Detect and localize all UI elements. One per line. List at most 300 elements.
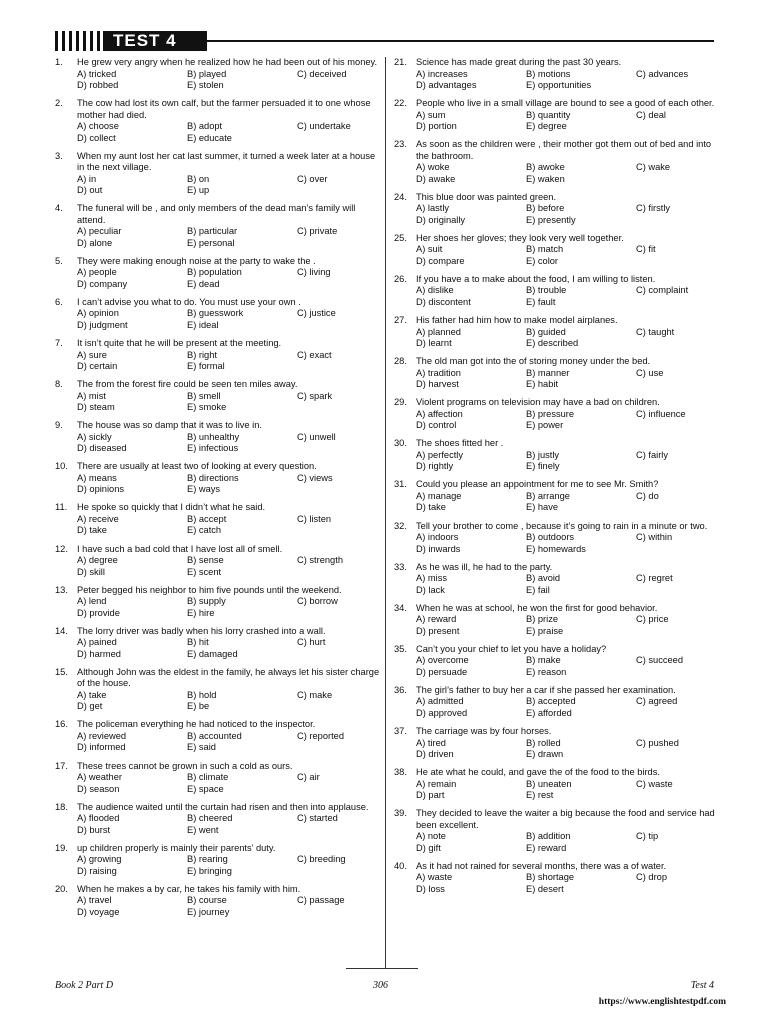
answer-options: [416, 285, 720, 308]
answer-option[interactable]: B) manner: [526, 367, 570, 378]
answer-option[interactable]: D) take: [416, 502, 446, 513]
answer-options: [416, 69, 720, 92]
question-number: 19.: [55, 842, 68, 853]
answer-option[interactable]: A) means: [77, 472, 117, 483]
answer-option[interactable]: C) air: [297, 772, 320, 782]
question-text: The from the forest fire could be seen ten miles away.: [77, 379, 298, 390]
question-item: [394, 192, 720, 227]
questions-column-right: [394, 57, 720, 902]
answer-option[interactable]: C) waste: [636, 778, 673, 789]
answer-option[interactable]: B) cheered: [187, 813, 233, 824]
answer-option[interactable]: B) supply: [187, 596, 226, 607]
question-text: If you have a to make about the food, I am willing to listen.: [416, 273, 656, 284]
answer-options: [77, 514, 381, 537]
answer-option[interactable]: B) pressure: [526, 408, 575, 419]
question-number: 17.: [55, 760, 68, 771]
answer-option[interactable]: C) firstly: [636, 203, 671, 214]
answer-option[interactable]: E) said: [187, 742, 216, 753]
answer-option[interactable]: A) increases: [416, 68, 468, 79]
answer-option[interactable]: E) personal: [187, 237, 235, 248]
answer-option[interactable]: A) miss: [416, 573, 447, 584]
answer-option[interactable]: D) approved: [416, 707, 468, 718]
answer-option[interactable]: B) awoke: [526, 162, 565, 173]
answer-option[interactable]: E) ideal: [187, 319, 219, 330]
question-text: This blue door was painted green.: [416, 191, 557, 202]
answer-option[interactable]: B) on: [187, 173, 210, 184]
answer-option[interactable]: A) tired: [416, 737, 446, 748]
answer-option[interactable]: C) justice: [297, 308, 336, 319]
answer-option[interactable]: D) season: [77, 783, 120, 794]
question-item: [394, 685, 720, 720]
answer-option[interactable]: A) tricked: [77, 68, 117, 79]
question-number: 27.: [394, 315, 407, 326]
answer-option[interactable]: A) travel: [77, 895, 112, 906]
answer-option[interactable]: B) match: [526, 244, 564, 255]
answer-option[interactable]: E) power: [526, 420, 564, 431]
answer-option[interactable]: B) uneaten: [526, 778, 572, 789]
answer-option[interactable]: D) awake: [416, 173, 456, 184]
question-item: [55, 338, 381, 373]
question-number: 9.: [55, 420, 63, 431]
question-item: [394, 233, 720, 268]
answer-option[interactable]: C) strength: [297, 555, 343, 566]
question-item: [394, 57, 720, 92]
answer-option[interactable]: D) compare: [416, 255, 465, 266]
answer-option[interactable]: D) loss: [416, 883, 445, 894]
answer-options: [77, 555, 381, 578]
answer-options: [77, 731, 381, 754]
question-item: [394, 479, 720, 514]
question-item: [394, 861, 720, 896]
answer-option[interactable]: B) guided: [526, 326, 566, 337]
answer-options: [77, 350, 381, 373]
answer-option[interactable]: A) tradition: [416, 367, 461, 378]
answer-option[interactable]: B) climate: [187, 772, 229, 782]
answer-option[interactable]: A) admitted: [416, 696, 464, 707]
answer-option[interactable]: A) weather: [77, 772, 122, 782]
question-number: 22.: [394, 98, 407, 109]
answer-option[interactable]: B) outdoors: [526, 532, 575, 543]
question-item: [55, 502, 381, 537]
answer-option[interactable]: C) advances: [636, 68, 689, 79]
answer-option[interactable]: D) advantages: [416, 80, 477, 90]
question-number: 2.: [55, 98, 63, 109]
answer-option[interactable]: B) avoid: [526, 573, 561, 584]
question-item: [55, 843, 381, 878]
answer-option[interactable]: C) passage: [297, 895, 345, 906]
question-item: [394, 726, 720, 761]
answer-option[interactable]: A) growing: [77, 854, 122, 865]
answer-option[interactable]: D) opinions: [77, 484, 125, 495]
answer-option[interactable]: C) succeed: [636, 655, 684, 666]
question-number: 23.: [394, 139, 407, 150]
site-url[interactable]: https://www.englishtestpdf.com: [598, 997, 726, 1007]
answer-option[interactable]: A) lastly: [416, 203, 450, 214]
question-text: The carriage was by four horses.: [416, 726, 552, 736]
question-text: These trees cannot be grown in such a cold as ours.: [77, 760, 293, 771]
answer-option[interactable]: A) note: [416, 831, 446, 842]
answer-option[interactable]: A) pained: [77, 637, 117, 648]
question-number: 32.: [394, 520, 407, 531]
question-item: [55, 719, 381, 754]
answer-options: [416, 831, 720, 854]
question-text: It isn’t quite that he will be present at the meeting.: [77, 338, 282, 349]
answer-option[interactable]: B) smell: [187, 390, 221, 401]
question-text: As it had not rained for several months, there was a of water.: [416, 860, 667, 871]
answer-option[interactable]: E) homewards: [526, 543, 586, 554]
question-item: [55, 98, 381, 144]
answer-option[interactable]: B) right: [187, 349, 217, 360]
question-text: As soon as the children were , their mother got them out of bed and into the bathroom.: [416, 139, 712, 161]
question-item: [55, 626, 381, 661]
answer-option[interactable]: B) before: [526, 203, 565, 214]
answer-option[interactable]: C) price: [636, 614, 669, 625]
answer-option[interactable]: E) up: [187, 185, 210, 196]
answer-option[interactable]: E) finely: [526, 461, 560, 472]
answer-option[interactable]: C) agreed: [636, 696, 678, 707]
header-rule: [207, 40, 714, 42]
answer-option[interactable]: C) spark: [297, 390, 333, 401]
footer-book-label: Book 2 Part D: [55, 980, 114, 991]
question-item: [55, 203, 381, 249]
answer-option[interactable]: A) in: [77, 173, 97, 184]
answer-option[interactable]: D) provide: [77, 607, 120, 618]
answer-option[interactable]: E) presently: [526, 214, 576, 225]
question-number: 8.: [55, 379, 63, 390]
answer-option[interactable]: D) discontent: [416, 296, 471, 307]
answer-option[interactable]: D) present: [416, 625, 460, 636]
answer-option[interactable]: C) unwell: [297, 431, 336, 442]
answer-options: [77, 174, 381, 197]
question-number: 6.: [55, 296, 63, 307]
answer-options: [416, 162, 720, 185]
answer-option[interactable]: C) borrow: [297, 596, 338, 607]
answer-option[interactable]: B) make: [526, 655, 561, 666]
answer-option[interactable]: A) suit: [416, 244, 443, 255]
answer-option[interactable]: C) exact: [297, 349, 332, 360]
answer-option[interactable]: B) motions: [526, 68, 571, 79]
question-text: The funeral will be , and only members of the dead man’s family will attend.: [77, 203, 356, 225]
answer-option[interactable]: C) drop: [636, 872, 668, 883]
answer-option[interactable]: B) hit: [187, 637, 209, 648]
answer-options: [416, 532, 720, 555]
answer-option[interactable]: B) shortage: [526, 872, 575, 883]
answer-option[interactable]: D) raising: [77, 865, 117, 876]
answer-option[interactable]: C) reported: [297, 730, 345, 741]
answer-option[interactable]: C) wake: [636, 162, 671, 173]
answer-option[interactable]: B) course: [187, 895, 227, 906]
answer-option[interactable]: A) peculiar: [77, 226, 122, 237]
question-item: [394, 562, 720, 597]
question-text: When he makes a by car, he takes his family with him.: [77, 883, 301, 894]
answer-option[interactable]: B) unhealthy: [187, 431, 240, 442]
answer-option[interactable]: A) waste: [416, 872, 453, 883]
answer-options: [416, 573, 720, 596]
answer-option[interactable]: E) praise: [526, 625, 564, 636]
question-number: 30.: [394, 438, 407, 449]
answer-option[interactable]: A) choose: [77, 121, 119, 132]
answer-options: [77, 267, 381, 290]
answer-option[interactable]: A) indoors: [416, 532, 459, 543]
question-number: 1.: [55, 57, 63, 67]
question-number: 24.: [394, 191, 407, 202]
answer-option[interactable]: D) control: [416, 420, 457, 431]
question-text: I can’t advise you what to do. You must use your own .: [77, 296, 301, 307]
answer-option[interactable]: E) space: [187, 783, 224, 794]
answer-option[interactable]: E) reason: [526, 666, 567, 677]
answer-option[interactable]: E) catch: [187, 525, 222, 536]
answer-options: [77, 690, 381, 713]
answer-option[interactable]: E) hire: [187, 607, 215, 618]
answer-option[interactable]: D) originally: [416, 214, 466, 225]
question-number: 26.: [394, 273, 407, 284]
answer-option[interactable]: D) gift: [416, 842, 441, 853]
answer-option[interactable]: B) directions: [187, 472, 239, 483]
answer-option[interactable]: C) pushed: [636, 737, 679, 748]
answer-option[interactable]: A) affection: [416, 408, 463, 419]
answer-option[interactable]: E) afforded: [526, 707, 572, 718]
question-item: [55, 667, 381, 713]
question-number: 29.: [394, 397, 407, 408]
answer-option[interactable]: B) guesswork: [187, 308, 244, 319]
answer-option[interactable]: B) accepted: [526, 696, 576, 707]
answer-option[interactable]: D) steam: [77, 402, 115, 413]
answer-option[interactable]: A) flooded: [77, 813, 120, 824]
question-item: [394, 315, 720, 350]
answer-option[interactable]: B) population: [187, 267, 242, 278]
answer-option[interactable]: D) learnt: [416, 338, 452, 349]
answer-option[interactable]: D) get: [77, 701, 103, 712]
answer-option[interactable]: E) drawn: [526, 749, 564, 759]
answer-option[interactable]: E) be: [187, 701, 210, 712]
answer-options: [416, 327, 720, 350]
answer-option[interactable]: C) within: [636, 532, 673, 543]
question-number: 12.: [55, 543, 68, 554]
answer-option[interactable]: C) regret: [636, 573, 673, 584]
test-title: TEST 4: [103, 31, 207, 51]
answer-option[interactable]: E) waken: [526, 173, 565, 184]
question-number: 11.: [55, 502, 68, 513]
question-text: Although John was the eldest in the family, he always let his sister charge of the house.: [77, 666, 380, 689]
question-item: [394, 356, 720, 391]
answer-option[interactable]: E) color: [526, 255, 559, 266]
answer-option[interactable]: B) trouble: [526, 285, 567, 296]
answer-option[interactable]: E) educate: [187, 132, 232, 143]
answer-option[interactable]: D) skill: [77, 566, 105, 577]
answer-option[interactable]: C) do: [636, 490, 659, 501]
question-text: The house was so damp that it was to live in.: [77, 420, 262, 431]
answer-option[interactable]: E) stolen: [187, 80, 224, 90]
answer-option[interactable]: A) people: [77, 267, 117, 278]
question-item: [394, 808, 720, 854]
answer-option[interactable]: C) tip: [636, 831, 659, 842]
answer-options: [416, 655, 720, 678]
answer-option[interactable]: E) described: [526, 338, 579, 349]
answer-option[interactable]: E) habit: [526, 379, 559, 390]
answer-option[interactable]: A) degree: [77, 555, 118, 566]
answer-option[interactable]: C) fit: [636, 244, 656, 255]
question-text: Her shoes her gloves; they look very well together.: [416, 232, 624, 243]
question-number: 20.: [55, 883, 68, 894]
question-text: The girl’s father to buy her a car if she passed her examination.: [416, 684, 676, 695]
answer-option[interactable]: C) views: [297, 472, 333, 483]
answer-option[interactable]: E) dead: [187, 278, 220, 289]
question-number: 16.: [55, 719, 68, 730]
question-item: [55, 379, 381, 414]
answer-option[interactable]: C) fairly: [636, 449, 669, 460]
answer-option[interactable]: E) fail: [526, 584, 550, 595]
answer-option[interactable]: B) hold: [187, 689, 217, 700]
answer-option[interactable]: C) complaint: [636, 285, 689, 296]
answer-option[interactable]: B) justly: [526, 449, 560, 460]
question-number: 15.: [55, 666, 68, 677]
answer-option[interactable]: E) degree: [526, 121, 567, 132]
answer-options: [77, 772, 381, 795]
answer-options: [77, 596, 381, 619]
question-item: [55, 761, 381, 796]
answer-option[interactable]: D) driven: [416, 749, 454, 759]
question-item: [55, 420, 381, 455]
answer-option[interactable]: B) rearing: [187, 854, 228, 865]
answer-option[interactable]: A) perfectly: [416, 449, 464, 460]
question-number: 28.: [394, 356, 407, 367]
question-text: Can’t you your chief to let you have a holiday?: [416, 643, 607, 654]
answer-option[interactable]: C) listen: [297, 513, 332, 524]
answer-options: [77, 121, 381, 144]
answer-option[interactable]: A) lend: [77, 596, 107, 607]
answer-option[interactable]: D) voyage: [77, 906, 120, 917]
answer-option[interactable]: A) mist: [77, 390, 106, 401]
answer-option[interactable]: A) reviewed: [77, 730, 127, 741]
answer-option[interactable]: C) deceived: [297, 68, 347, 79]
question-number: 3.: [55, 150, 63, 161]
question-item: [394, 397, 720, 432]
answer-option[interactable]: E) rest: [526, 790, 554, 801]
answer-option[interactable]: D) judgment: [77, 319, 128, 330]
answer-option[interactable]: C) hurt: [297, 637, 326, 648]
question-text: When my aunt lost her cat last summer, it turned a week later at a house in the next village.: [77, 150, 376, 173]
answer-option[interactable]: E) infectious: [187, 443, 239, 454]
answer-option[interactable]: C) started: [297, 813, 338, 824]
answer-option[interactable]: E) reward: [526, 842, 567, 853]
question-item: [55, 884, 381, 919]
answer-option[interactable]: C) make: [297, 689, 333, 700]
question-item: [394, 98, 720, 133]
answer-option[interactable]: A) take: [77, 689, 107, 700]
answer-option[interactable]: E) scent: [187, 566, 222, 577]
answer-option[interactable]: C) undertake: [297, 121, 351, 132]
answer-option[interactable]: B) arrange: [526, 490, 570, 501]
question-number: 4.: [55, 203, 63, 214]
answer-option[interactable]: D) robbed: [77, 80, 119, 90]
answer-option[interactable]: A) dislike: [416, 285, 454, 296]
answer-option[interactable]: E) journey: [187, 906, 230, 917]
answer-option[interactable]: A) manage: [416, 490, 462, 501]
answer-option[interactable]: E) damaged: [187, 648, 238, 659]
answer-option[interactable]: B) rolled: [526, 737, 561, 748]
questions-column-left: [55, 57, 381, 925]
answer-option[interactable]: E) desert: [526, 883, 564, 894]
answer-option[interactable]: C) deal: [636, 109, 666, 120]
answer-option[interactable]: E) have: [526, 502, 559, 513]
answer-options: [77, 895, 381, 918]
answer-option[interactable]: E) smoke: [187, 402, 227, 413]
answer-option[interactable]: D) portion: [416, 121, 457, 132]
answer-option[interactable]: A) remain: [416, 778, 457, 789]
answer-option[interactable]: A) sickly: [77, 431, 112, 442]
question-item: [55, 802, 381, 837]
answer-option[interactable]: D) persuade: [416, 666, 468, 677]
answer-option[interactable]: D) company: [77, 278, 128, 289]
answer-option[interactable]: E) ways: [187, 484, 221, 495]
answer-option[interactable]: B) prize: [526, 614, 559, 625]
answer-option[interactable]: B) accounted: [187, 730, 242, 741]
answer-option[interactable]: C) breeding: [297, 854, 346, 865]
answer-option[interactable]: C) use: [636, 367, 664, 378]
answer-option[interactable]: D) harvest: [416, 379, 459, 390]
answer-option[interactable]: D) harmed: [77, 648, 121, 659]
answer-option[interactable]: E) opportunities: [526, 80, 592, 90]
question-number: 35.: [394, 643, 407, 654]
answer-option[interactable]: C) over: [297, 173, 328, 184]
answer-option[interactable]: B) quantity: [526, 109, 571, 120]
answer-option[interactable]: B) particular: [187, 226, 238, 237]
answer-option[interactable]: A) reward: [416, 614, 457, 625]
answer-option[interactable]: C) taught: [636, 326, 675, 337]
answer-option[interactable]: D) collect: [77, 132, 116, 143]
answer-option[interactable]: B) adopt: [187, 121, 223, 132]
answer-option[interactable]: C) living: [297, 267, 331, 278]
answer-option[interactable]: D) take: [77, 525, 107, 536]
answer-option[interactable]: D) inwards: [416, 543, 461, 554]
question-number: 25.: [394, 232, 407, 243]
question-text: The shoes fitted her .: [416, 438, 504, 449]
answer-option[interactable]: A) woke: [416, 162, 450, 173]
answer-options: [416, 779, 720, 802]
answer-option[interactable]: C) private: [297, 226, 338, 237]
answer-option[interactable]: B) played: [187, 68, 227, 79]
answer-option[interactable]: B) accept: [187, 513, 227, 524]
answer-option[interactable]: C) influence: [636, 408, 686, 419]
question-item: [55, 544, 381, 579]
answer-option[interactable]: D) out: [77, 185, 103, 196]
answer-option[interactable]: A) planned: [416, 326, 461, 337]
question-text: He grew very angry when he realized how he had been out of his money.: [77, 57, 378, 67]
answer-option[interactable]: E) formal: [187, 361, 225, 372]
answer-option[interactable]: A) sure: [77, 349, 107, 360]
answer-option[interactable]: D) alone: [77, 237, 113, 248]
answer-option[interactable]: E) fault: [526, 296, 556, 307]
answer-option[interactable]: A) receive: [77, 513, 119, 524]
answer-option[interactable]: D) diseased: [77, 443, 127, 454]
answer-option[interactable]: B) addition: [526, 831, 571, 842]
question-item: [55, 297, 381, 332]
answer-option[interactable]: A) overcome: [416, 655, 469, 666]
answer-option[interactable]: B) sense: [187, 555, 224, 566]
answer-option[interactable]: D) informed: [77, 742, 126, 753]
answer-option[interactable]: D) burst: [77, 824, 111, 835]
question-number: 31.: [394, 479, 407, 490]
answer-option[interactable]: D) rightly: [416, 461, 454, 472]
answer-option[interactable]: D) certain: [77, 361, 118, 372]
answer-option[interactable]: A) sum: [416, 109, 446, 120]
answer-option[interactable]: D) lack: [416, 584, 445, 595]
question-item: [55, 585, 381, 620]
answer-option[interactable]: E) went: [187, 824, 219, 835]
answer-option[interactable]: D) part: [416, 790, 445, 801]
answer-option[interactable]: E) bringing: [187, 865, 232, 876]
answer-option[interactable]: A) opinion: [77, 308, 119, 319]
